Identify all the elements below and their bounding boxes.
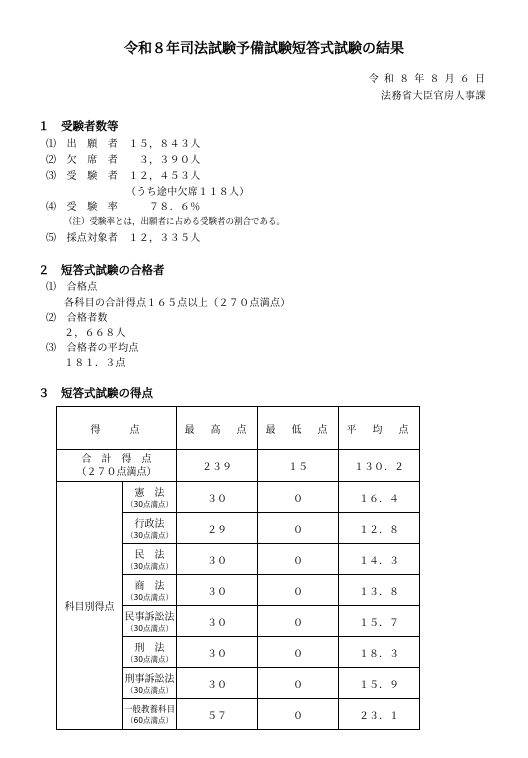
- total-lowest: １５: [258, 450, 339, 482]
- section3-heading: ３ 短答式試験の得点: [38, 386, 153, 400]
- subject-highest: ２９: [177, 513, 258, 544]
- subject-name: 行政法: [134, 519, 165, 530]
- subject-max: （30点満点）: [125, 624, 174, 633]
- exam-rate-note: （注）受験率とは，出願者に占める受験者の割合である。: [64, 217, 286, 227]
- total-max: （２７０点満点）: [76, 466, 157, 478]
- document-title: 令和８年司法試験予備試験短答式試験の結果: [124, 41, 404, 57]
- subject-max: （30点満点）: [125, 593, 174, 602]
- subject-cell: [123, 699, 177, 730]
- header-highest: 最 高 点: [177, 407, 258, 450]
- subject-name: 刑事訴訟法: [124, 674, 175, 685]
- subject-max: （30点満点）: [125, 655, 174, 664]
- header-lowest: 最 低 点: [258, 407, 339, 450]
- subject-name: 一般教養科目: [123, 704, 175, 715]
- subject-lowest: ０: [258, 513, 339, 544]
- subject-group-label: 科目別得点: [57, 482, 123, 730]
- subject-highest: ３０: [177, 606, 258, 637]
- subject-cell: [123, 575, 177, 606]
- applicants-line: ⑴ 出 願 者 １５，８４３人: [46, 139, 201, 150]
- subject-lowest: ０: [258, 668, 339, 699]
- section1-heading: １ 受験者数等: [38, 119, 119, 133]
- subject-max: （60点満点）: [125, 715, 174, 725]
- subject-lowest: ０: [258, 637, 339, 668]
- subject-average: １３．８: [339, 575, 420, 606]
- subject-average: １８．３: [339, 637, 420, 668]
- graded-line: ⑸ 採点対象者 １２，３３５人: [46, 233, 201, 244]
- passers-label: ⑵ 合格者数: [46, 313, 108, 324]
- subject-average: １４．３: [339, 544, 420, 575]
- subject-cell: [123, 668, 177, 699]
- subject-average: １５．７: [339, 606, 420, 637]
- subject-average: １２．８: [339, 513, 420, 544]
- absentees-line: ⑵ 欠 席 者 ３，３９０人: [46, 155, 201, 166]
- score-table: [56, 406, 420, 730]
- section2-heading: ２ 短答式試験の合格者: [38, 263, 165, 277]
- exam-rate-line: ⑷ 受 験 率 ７８．６％: [46, 202, 201, 213]
- subject-cell: [123, 513, 177, 544]
- subject-name: 民 法: [134, 550, 165, 561]
- total-label-cell: [57, 450, 177, 482]
- total-highest: ２３９: [177, 450, 258, 482]
- mid-exam-absentees-line: （うち途中欠席１１８人）: [126, 187, 250, 198]
- subject-max: （30点満点）: [125, 686, 174, 695]
- table-header-row: [57, 407, 420, 450]
- passing-score-label: ⑴ 合格点: [46, 282, 98, 293]
- subject-cell: [123, 482, 177, 513]
- subject-average: ２３．１: [339, 699, 420, 730]
- subject-lowest: ０: [258, 606, 339, 637]
- subject-name: 憲 法: [134, 488, 165, 499]
- subject-highest: ５７: [177, 699, 258, 730]
- subject-average: １５．９: [339, 668, 420, 699]
- subject-cell: [123, 637, 177, 668]
- subject-highest: ３０: [177, 544, 258, 575]
- header-score: 得 点: [57, 407, 177, 450]
- total-average: １３０．２: [339, 450, 420, 482]
- subject-lowest: ０: [258, 482, 339, 513]
- subject-highest: ３０: [177, 575, 258, 606]
- passing-score-value: 各科目の合計得点１６５点以上（２７０点満点）: [64, 298, 291, 309]
- total-label: 合 計 得 点: [81, 453, 152, 465]
- document-date: 令 和 ８ 年 ８ 月 ６ 日: [368, 74, 486, 85]
- subject-lowest: ０: [258, 544, 339, 575]
- subject-highest: ３０: [177, 482, 258, 513]
- subject-cell: [123, 544, 177, 575]
- issuing-department: 法務省大臣官房人事課: [381, 91, 486, 102]
- subject-average: １６．４: [339, 482, 420, 513]
- subject-name: 刑 法: [134, 643, 165, 654]
- examinees-line: ⑶ 受 験 者 １２，４５３人: [46, 171, 201, 182]
- header-average: 平 均 点: [339, 407, 420, 450]
- subject-highest: ３０: [177, 637, 258, 668]
- subject-max: （30点満点）: [125, 562, 174, 571]
- subject-lowest: ０: [258, 575, 339, 606]
- passers-value: ２，６６８人: [64, 328, 126, 339]
- subject-name: 商 法: [134, 581, 165, 592]
- subject-max: （30点満点）: [125, 500, 174, 509]
- table-row-total: [57, 450, 420, 482]
- passers-average-value: １８１．３点: [64, 358, 126, 369]
- subject-highest: ３０: [177, 668, 258, 699]
- subject-lowest: ０: [258, 699, 339, 730]
- passers-average-label: ⑶ 合格者の平均点: [46, 343, 139, 354]
- subject-max: （30点満点）: [125, 531, 174, 540]
- subject-cell: [123, 606, 177, 637]
- table-row: [57, 482, 420, 513]
- subject-name: 民事訴訟法: [124, 612, 175, 623]
